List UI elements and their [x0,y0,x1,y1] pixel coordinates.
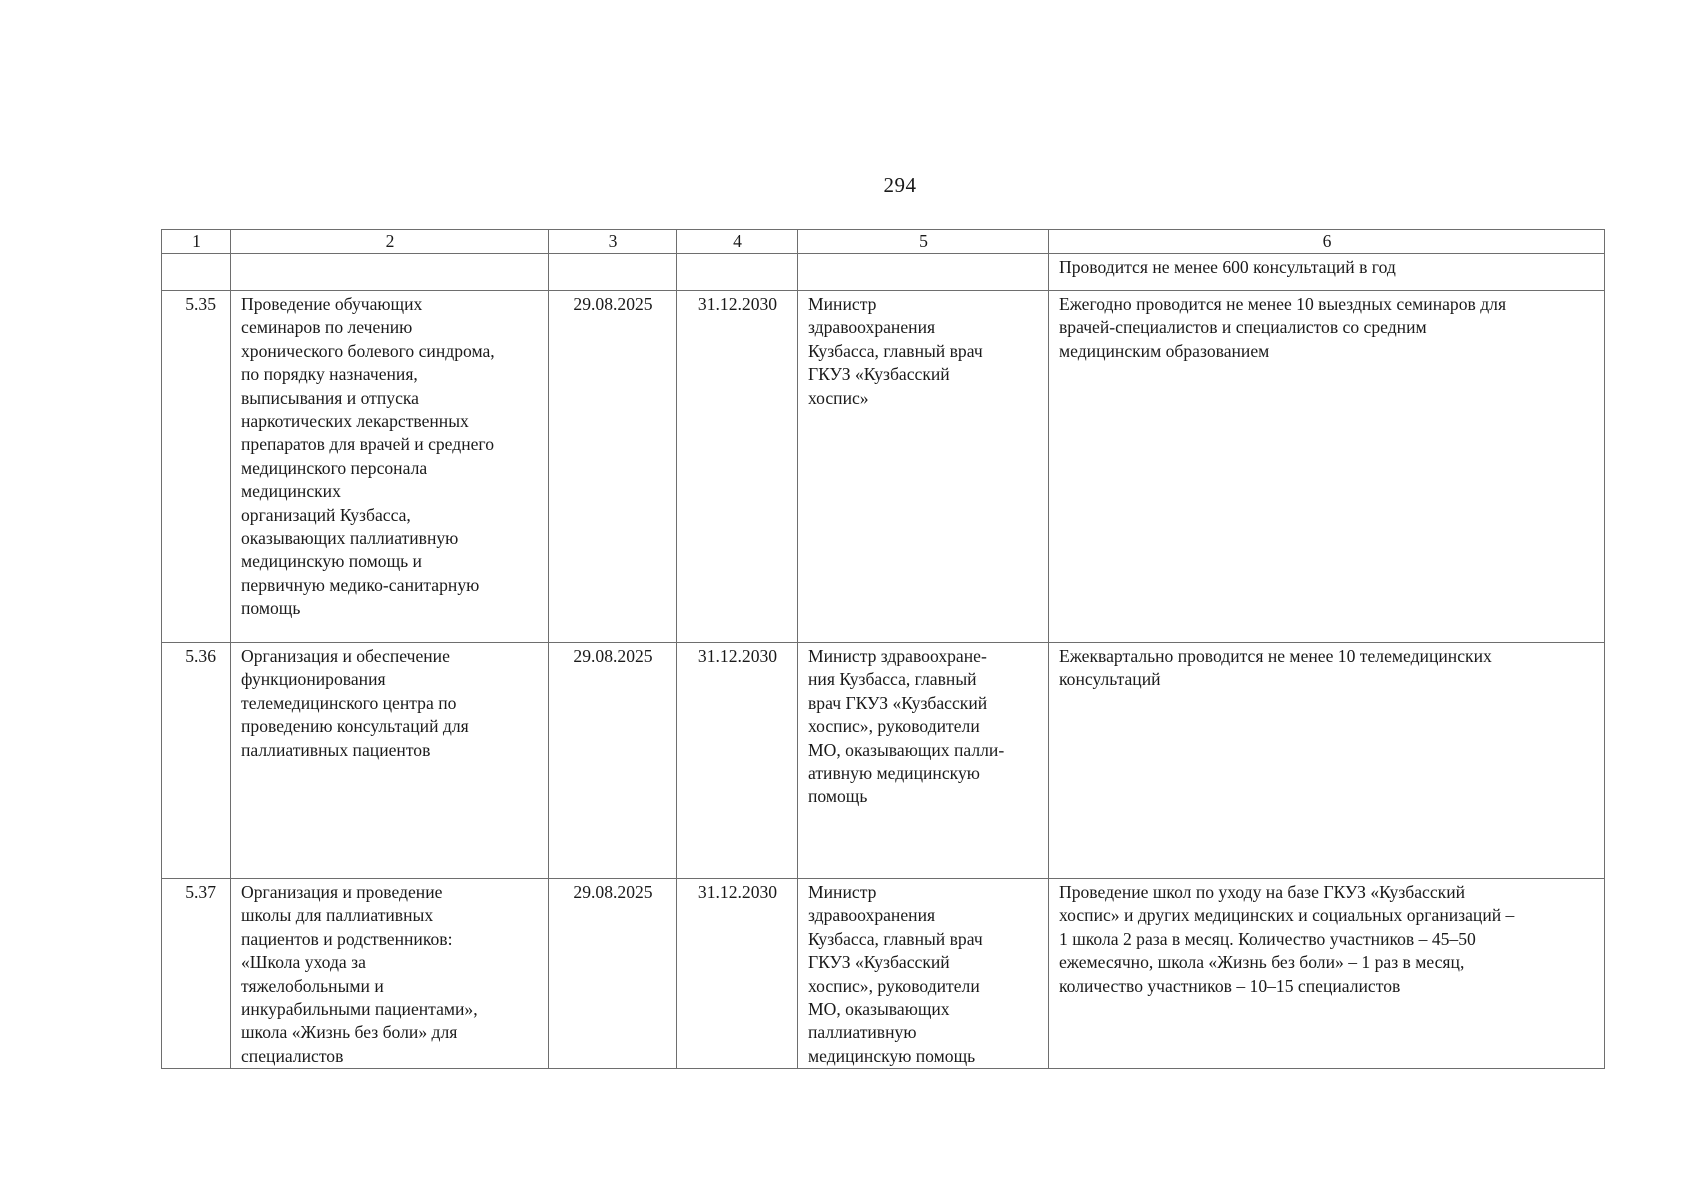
end-date: 31.12.2030 [677,291,798,643]
result-cell: Проведение школ по уходу на базе ГКУЗ «Кузбасский хоспис» и других медицинских и социальных организаций – 1 школа 2 раза в месяц. Количество участников – 45–50 ежемесячно, школа «Жизнь без боли» – 1 раз в месяц, количество участников – 10–15 специалистов [1049,879,1605,1069]
item-number: 5.36 [162,643,231,879]
responsible-cell: Министр здравоохранения Кузбасса, главный врач ГКУЗ «Кузбасский хоспис», руководители МО, оказывающих паллиативную медицинскую помощь [798,879,1049,1069]
column-number-row [162,230,1605,254]
start-date: 29.08.2025 [549,643,677,879]
table-row [162,879,1605,1069]
responsible-cell: Министр здравоохране- ния Кузбасса, главный врач ГКУЗ «Кузбасский хоспис», руководители МО, оказывающих палли- ативную медицинскую помощь [798,643,1049,879]
result-cell: Проводится не менее 600 консультаций в год [1049,254,1605,291]
activity-cell: Проведение обучающих семинаров по лечению хронического болевого синдрома, по порядку назначения, выписывания и отпуска наркотических лекарственных препаратов для врачей и среднего медицинского персонала медицинских организаций Кузбасса, оказывающих паллиативную медицинскую помощь и первичную медико-санитарную помощь [231,291,549,643]
end-date: 31.12.2030 [677,879,798,1069]
column-number-6: 6 [1049,230,1605,254]
activity-cell: Организация и обеспечение функционирования телемедицинского центра по проведению консультаций для паллиативных пациентов [231,643,549,879]
column-number-3: 3 [549,230,677,254]
item-number: 5.37 [162,879,231,1069]
cell-empty [162,254,231,291]
column-number-5: 5 [798,230,1049,254]
page-number: 294 [883,173,917,197]
result-cell: Ежегодно проводится не менее 10 выездных семинаров для врачей-специалистов и специалистов со средним медицинским образованием [1049,291,1605,643]
column-number-1: 1 [162,230,231,254]
cell-empty [798,254,1049,291]
responsible-cell: Министр здравоохранения Кузбасса, главный врач ГКУЗ «Кузбасский хоспис» [798,291,1049,643]
end-date: 31.12.2030 [677,643,798,879]
column-number-4: 4 [677,230,798,254]
activity-cell: Организация и проведение школы для паллиативных пациентов и родственников: «Школа ухода за тяжелобольными и инкурабильными пациентами», школа «Жизнь без боли» для специалистов [231,879,549,1069]
item-number: 5.35 [162,291,231,643]
continuation-row [162,254,1605,291]
result-cell: Ежеквартально проводится не менее 10 телемедицинских консультаций [1049,643,1605,879]
column-number-2: 2 [231,230,549,254]
activities-table [161,229,1605,1069]
cell-empty [231,254,549,291]
cell-empty [677,254,798,291]
start-date: 29.08.2025 [549,879,677,1069]
cell-empty [549,254,677,291]
table-row [162,643,1605,879]
start-date: 29.08.2025 [549,291,677,643]
table-row [162,291,1605,643]
